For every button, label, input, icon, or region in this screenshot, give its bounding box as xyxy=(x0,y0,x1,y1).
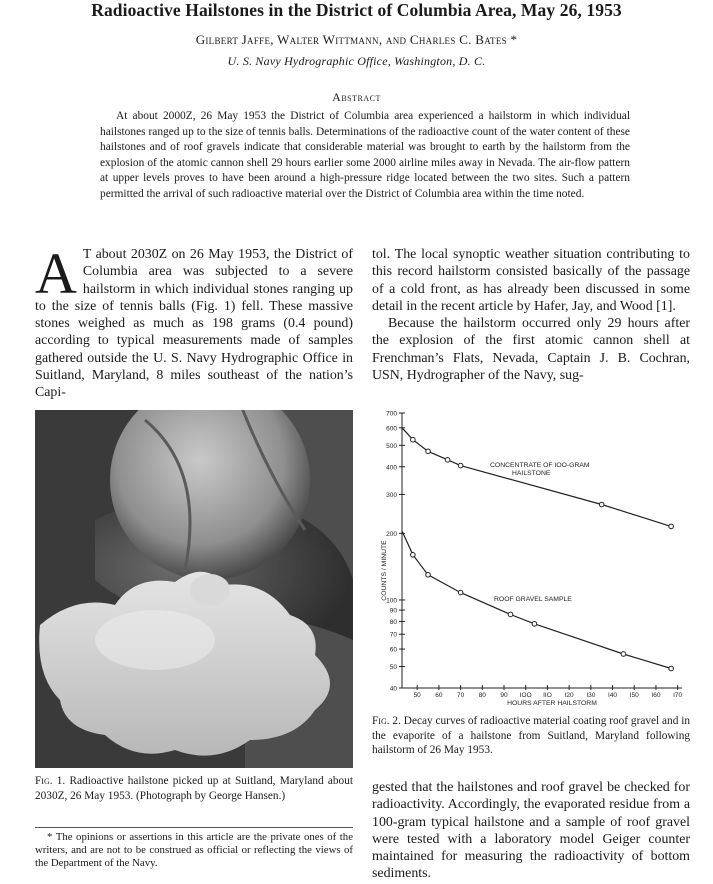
fig2-label: Fig. 2. xyxy=(372,715,401,727)
data-point xyxy=(411,553,416,558)
y-tick-label: 90 xyxy=(389,607,397,615)
cochran-paragraph: Because the hailstorm occurred only 29 hours after the explosion of the first atomic cannon shell at Frenchman’s Flats, Nevada, Captain J. B. Cochran, USN, Hydrographer of the Navy, sug- xyxy=(372,316,690,384)
series-label-1: CONCENTRATE OF IOO-GRAM xyxy=(490,462,590,469)
figure2-caption xyxy=(372,714,690,758)
geiger-paragraph: gested that the hailstones and roof gravel be checked for radioactivity. Accordingly, the evaporated residue from a 100-gram typical hailstone and a sample of roof gravel were tested with a laboratory model Geiger counter maintained for measuring the radioactivity of bottom sediments. xyxy=(372,780,690,882)
y-tick-label: 500 xyxy=(386,442,397,450)
decay-chart xyxy=(372,405,692,710)
data-point xyxy=(458,463,463,468)
y-tick-label: 700 xyxy=(386,410,397,418)
x-tick-label: I70 xyxy=(673,692,683,699)
y-tick-label: 50 xyxy=(389,664,397,672)
footnote-text: * The opinions or assertions in this article are the private ones of the writers, and are not to be construed as official or reflecting the views of the Department of the Navy. xyxy=(35,831,353,869)
data-point xyxy=(508,612,513,617)
figure1-caption xyxy=(35,774,353,803)
data-point xyxy=(426,449,431,454)
footnote-rule xyxy=(35,827,353,828)
x-tick-label: 90 xyxy=(500,692,508,699)
y-tick-label: 60 xyxy=(389,646,397,654)
data-point xyxy=(669,524,674,529)
x-tick-label: I50 xyxy=(629,692,639,699)
y-tick-label: 40 xyxy=(389,685,397,693)
data-point xyxy=(669,666,674,671)
series-label-1: HAILSTONE xyxy=(512,470,551,477)
x-axis-label: HOURS AFTER HAILSTORM xyxy=(507,700,597,707)
data-point xyxy=(426,572,431,577)
y-tick-label: 80 xyxy=(389,618,397,626)
data-point xyxy=(532,622,537,627)
intro-paragraph xyxy=(35,241,353,402)
fig1-caption-text: Radioactive hailstone picked up at Suitland, Maryland about 2030Z, 26 May 1953. (Photograph by George Hansen.) xyxy=(35,775,353,802)
right-column-bottom xyxy=(372,779,690,883)
drop-cap: A xyxy=(35,241,77,306)
x-tick-label: I20 xyxy=(564,692,574,699)
y-tick-label: 300 xyxy=(386,491,397,499)
left-column-text xyxy=(35,241,353,402)
data-point xyxy=(411,437,416,442)
y-axis-label: COUNTS / MINUTE xyxy=(381,540,388,601)
x-tick-label: IOO xyxy=(519,692,532,699)
x-tick-label: 50 xyxy=(413,692,421,699)
author-list: Gilbert Jaffe, Walter Wittmann, and Charles C. Bates * xyxy=(195,32,518,47)
intro-text: T about 2030Z on 26 May 1953, the District of Columbia area was subjected to a severe hailstorm in which individual stones ranging up to the size of tennis balls (Fig. 1) fell. These massive stones weighed as much as 198 grams (0.4 pound) according to typical measurements made of samples gathered outside the U. S. Navy Hydrographic Office in Suitland, Maryland, 8 miles southeast of the nation’s Capi- xyxy=(35,247,353,401)
paper-title: Radioactive Hailstones in the District of Columbia Area, May 26, 1953 xyxy=(91,0,622,20)
y-tick-label: 200 xyxy=(386,530,397,538)
x-tick-label: 60 xyxy=(435,692,443,699)
x-tick-label: IIO xyxy=(543,692,552,699)
x-tick-label: I40 xyxy=(608,692,618,699)
decay-chart-svg xyxy=(372,405,692,710)
x-tick-label: 70 xyxy=(456,692,465,699)
affiliation: U. S. Navy Hydrographic Office, Washington, D. C. xyxy=(227,54,486,68)
abstract-text: At about 2000Z, 26 May 1953 the District of Columbia area experienced a hailstorm in which individual hailstones ranged up to the size of tennis balls. Determinations of the radioactive count of the water content of these hailstones and of roof gravels indicate that considerable material was brought to earth by the hailstorm from the explosion of the atomic cannon shell 29 hours earlier some 2000 airline miles away in Nevada. The air-flow pattern at upper levels proves to have been around a high-pressure ridge located between the two sites. Such a pattern permitted the arrival of such radioactive material over the District of Columbia area within the time noted. xyxy=(100,110,630,200)
series-label-2: ROOF GRAVEL SAMPLE xyxy=(494,596,572,603)
hailstone-photo-drawing xyxy=(35,410,353,768)
abstract-heading: Abstract xyxy=(332,90,381,104)
x-tick-label: I30 xyxy=(586,692,596,699)
data-point xyxy=(621,652,626,657)
data-point xyxy=(445,458,450,463)
y-tick-label: 70 xyxy=(389,631,397,639)
y-tick-label: 600 xyxy=(386,425,397,433)
series-line-1 xyxy=(402,428,671,527)
footnote xyxy=(35,831,353,869)
ice-highlight xyxy=(95,610,215,670)
x-tick-label: I60 xyxy=(651,692,661,699)
hailstone-photo xyxy=(35,410,353,768)
data-point xyxy=(458,590,463,595)
fig1-label: Fig. 1. xyxy=(35,775,66,787)
y-tick-label: 100 xyxy=(386,597,397,605)
x-tick-label: 80 xyxy=(478,692,486,699)
ice-lobe xyxy=(190,574,230,606)
synoptic-paragraph: tol. The local synoptic weather situation contributing to this record hailstorm consisted basically of the passage of a cold front, as has already been discussed in some detail in the recent article by Hafer, Jay, and Wood [1]. xyxy=(372,247,690,314)
right-column-text xyxy=(372,246,690,384)
y-tick-label: 400 xyxy=(386,464,397,472)
data-point xyxy=(599,502,604,507)
fig2-caption-text: Decay curves of radioactive material coating roof gravel and in the evaporite of a hailstone from Suitland, Maryland following hailstorm of 26 May 1953. xyxy=(372,715,690,756)
